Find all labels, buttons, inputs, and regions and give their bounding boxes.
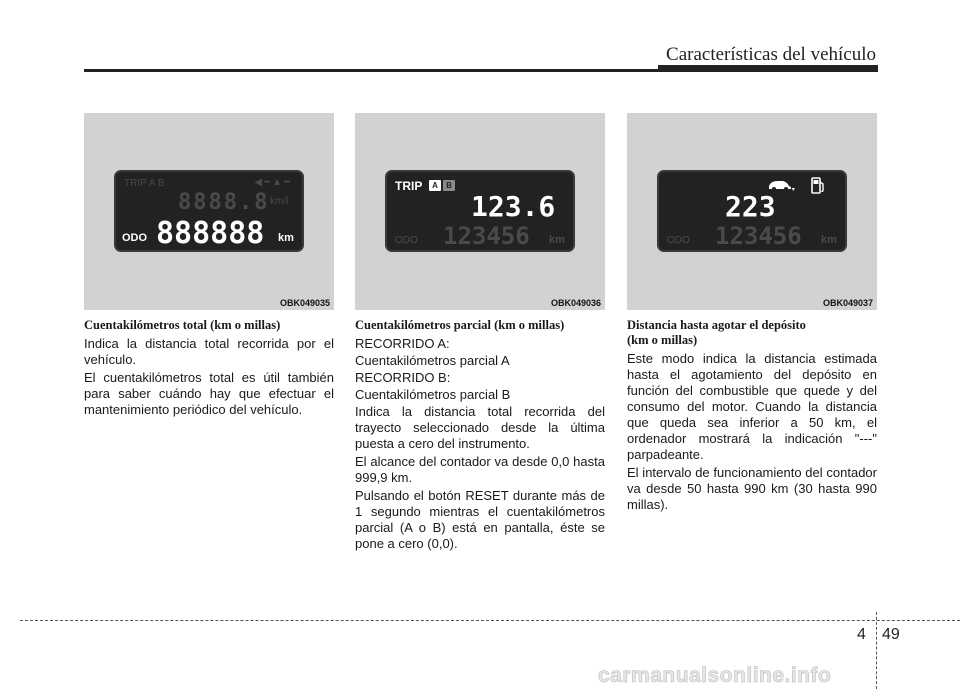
ghost-odo-label: ODO <box>395 235 418 246</box>
ghost-unit-label: km <box>821 234 837 246</box>
figure-trip-meter <box>355 113 605 310</box>
heading-line: Distancia hasta agotar el depósito <box>627 318 806 332</box>
column-heading: Cuentakilómetros parcial (km o millas) <box>355 318 565 332</box>
lcd-display-odometer <box>114 170 304 252</box>
paragraph: El alcance del contador va desde 0,0 hasta 999,9 km. <box>355 454 605 485</box>
ghost-number: 8888.8 <box>178 190 270 215</box>
page-number: 49 <box>882 626 900 643</box>
footer-divider <box>876 612 877 689</box>
lcd-display-trip <box>385 170 575 252</box>
ghost-odo-number: 123456 <box>715 222 802 250</box>
unit-label: km <box>278 232 294 244</box>
odo-number: 888888 <box>156 216 265 251</box>
paragraph: Este modo indica la distancia estimada hasta el agotamiento del depósito en función del combustible que quede y del consumo del motor. Cuando la distancia que queda sea inferior a 50 km, el ordenador mostrará la indicación "---" parpadeante. <box>627 351 877 462</box>
ghost-unit: km/l <box>270 196 289 207</box>
figure-code: OBK049035 <box>279 298 330 308</box>
trip-number: 123.6 <box>471 190 556 223</box>
column-heading <box>627 318 877 348</box>
chapter-number: 4 <box>857 626 866 643</box>
paragraph: RECORRIDO B: <box>355 370 451 385</box>
fuel-pump-icon <box>811 176 825 194</box>
paragraph: RECORRIDO A: <box>355 336 450 351</box>
trip-label: TRIP <box>395 179 423 193</box>
lcd-display-range <box>657 170 847 252</box>
footer-rule <box>20 620 960 621</box>
header-rule <box>84 69 878 72</box>
column-heading: Cuentakilómetros total (km o millas) <box>84 318 281 332</box>
ghost-odo-number: 123456 <box>443 222 530 250</box>
section-title: Características del vehículo <box>666 44 876 65</box>
ghost-unit-label: km <box>549 234 565 246</box>
ghost-icons: ◀━▲━ <box>254 177 292 188</box>
paragraph: Cuentakilómetros parcial A <box>355 353 510 368</box>
figure-odometer <box>84 113 334 310</box>
figure-code: OBK049037 <box>822 298 873 308</box>
odo-label: ODO <box>122 232 148 244</box>
figure-distance-to-empty <box>627 113 877 310</box>
trip-b-badge: B <box>443 180 455 191</box>
column-distance-to-empty <box>627 318 877 515</box>
trip-a-badge: A <box>429 180 441 191</box>
paragraph: Cuentakilómetros parcial B <box>355 387 511 402</box>
range-number: 223 <box>725 190 776 223</box>
paragraph: Pulsando el botón RESET durante más de 1 segundo mientras el cuentakilómetros parcial (A o B) está en pantalla, éste se pone a cero (0,0). <box>355 488 605 551</box>
paragraph: Indica la distancia total recorrida por el vehículo. <box>84 336 334 367</box>
paragraph: El intervalo de funcionamiento del contador va desde 50 hasta 990 km (30 hasta 990 millas). <box>627 465 877 512</box>
paragraph: El cuentakilómetros total es útil también para saber cuándo hay que efectuar el mantenimiento periódico del vehículo. <box>84 370 334 417</box>
column-odometer <box>84 318 334 420</box>
ghost-trip-label: TRIP A B <box>124 178 165 189</box>
heading-line: (km o millas) <box>627 333 698 347</box>
watermark: carmanualsonline.info <box>598 664 832 687</box>
paragraph: Indica la distancia total recorrida del trayecto seleccionado desde la última puesta a cero del instrumento. <box>355 404 605 451</box>
ghost-odo-label: ODO <box>667 235 690 246</box>
figure-code: OBK049036 <box>550 298 601 308</box>
column-trip-meter <box>355 318 605 554</box>
